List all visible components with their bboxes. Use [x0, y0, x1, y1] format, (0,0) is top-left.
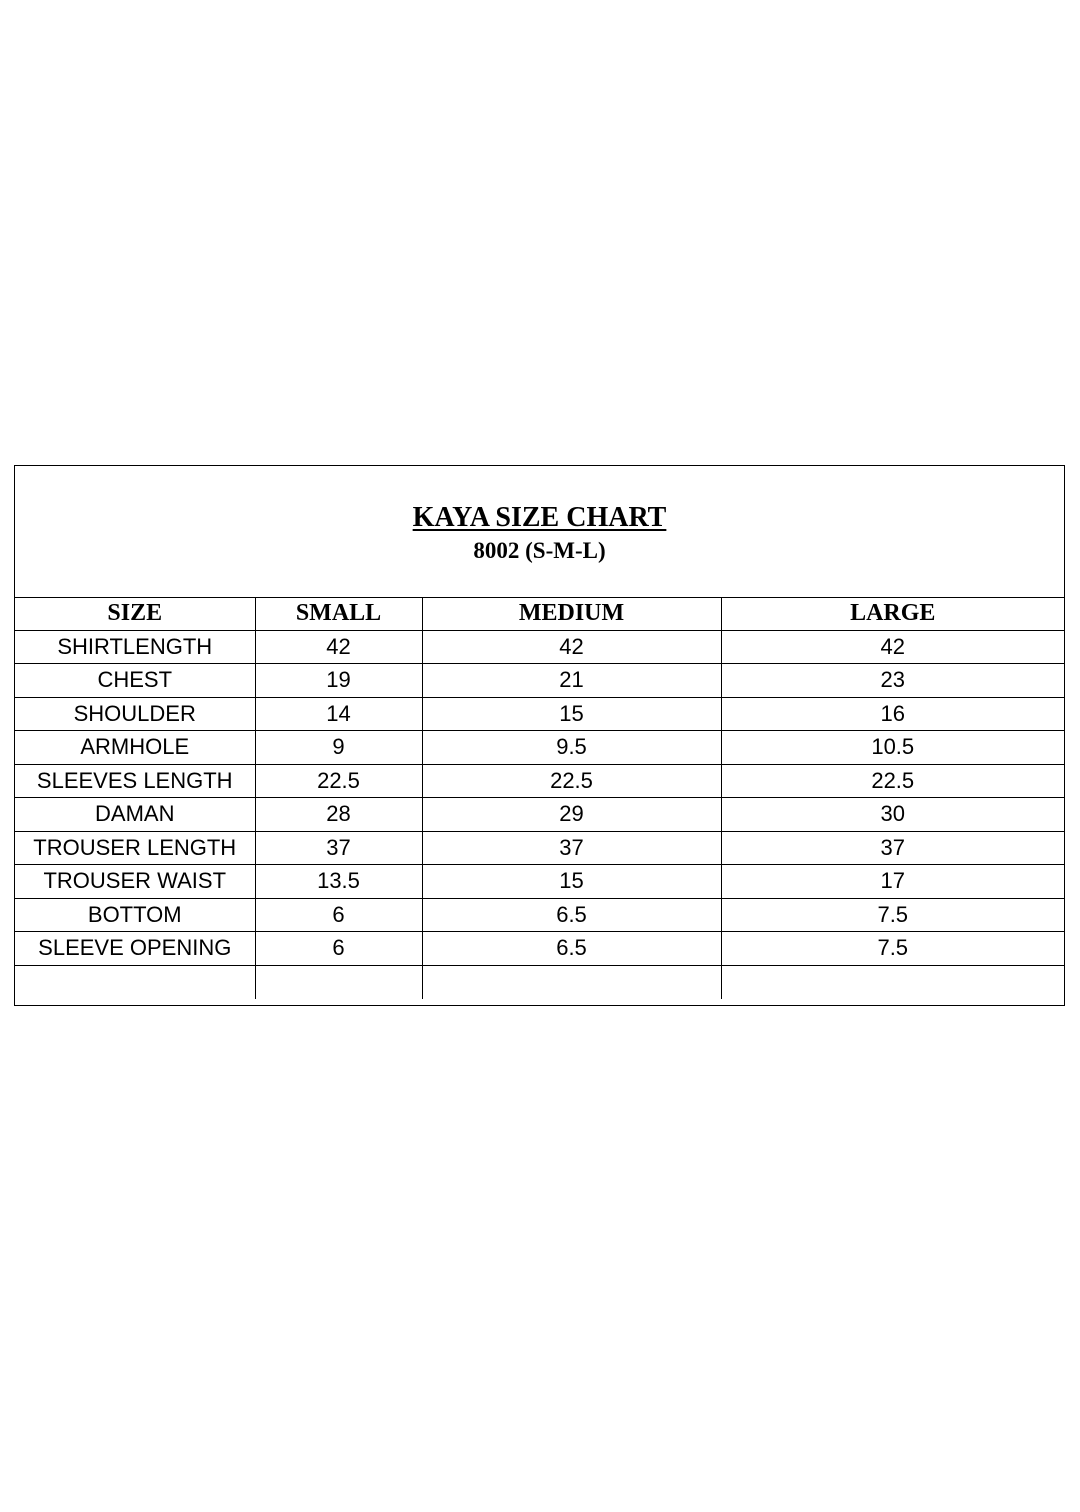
table-row: [15, 697, 1064, 731]
empty-cell: [422, 965, 721, 999]
empty-cell: [255, 965, 422, 999]
title-block: [15, 466, 1064, 598]
small-value: 6: [255, 932, 422, 966]
large-value: 7.5: [721, 898, 1064, 932]
medium-value: 15: [422, 697, 721, 731]
small-value: 14: [255, 697, 422, 731]
medium-value: 22.5: [422, 764, 721, 798]
measure-label: SHOULDER: [15, 697, 255, 731]
small-value: 9: [255, 731, 422, 765]
measure-label: BOTTOM: [15, 898, 255, 932]
large-value: 23: [721, 664, 1064, 698]
measure-label: TROUSER WAIST: [15, 865, 255, 899]
medium-value: 6.5: [422, 932, 721, 966]
table-row: [15, 831, 1064, 865]
small-value: 22.5: [255, 764, 422, 798]
large-value: 7.5: [721, 932, 1064, 966]
measure-label: TROUSER LENGTH: [15, 831, 255, 865]
empty-row: [15, 965, 1064, 999]
table-row: [15, 798, 1064, 832]
small-value: 28: [255, 798, 422, 832]
medium-value: 42: [422, 630, 721, 664]
measure-label: SLEEVE OPENING: [15, 932, 255, 966]
measure-label: ARMHOLE: [15, 731, 255, 765]
size-chart: [14, 465, 1065, 1006]
chart-title: KAYA SIZE CHART: [412, 502, 667, 533]
large-value: 42: [721, 630, 1064, 664]
header-large: LARGE: [721, 598, 1064, 630]
empty-cell: [15, 965, 255, 999]
header-size: SIZE: [15, 598, 255, 630]
medium-value: 15: [422, 865, 721, 899]
table-row: [15, 865, 1064, 899]
small-value: 13.5: [255, 865, 422, 899]
measure-label: DAMAN: [15, 798, 255, 832]
size-table: [15, 598, 1064, 999]
table-row: [15, 932, 1064, 966]
measure-label: SLEEVES LENGTH: [15, 764, 255, 798]
header-medium: MEDIUM: [422, 598, 721, 630]
large-value: 30: [721, 798, 1064, 832]
table-row: [15, 731, 1064, 765]
table-row: [15, 664, 1064, 698]
empty-cell: [721, 965, 1064, 999]
large-value: 10.5: [721, 731, 1064, 765]
header-row: [15, 598, 1064, 630]
measure-label: CHEST: [15, 664, 255, 698]
measure-label: SHIRTLENGTH: [15, 630, 255, 664]
medium-value: 37: [422, 831, 721, 865]
large-value: 22.5: [721, 764, 1064, 798]
small-value: 19: [255, 664, 422, 698]
medium-value: 6.5: [422, 898, 721, 932]
medium-value: 29: [422, 798, 721, 832]
medium-value: 9.5: [422, 731, 721, 765]
small-value: 6: [255, 898, 422, 932]
small-value: 42: [255, 630, 422, 664]
large-value: 37: [721, 831, 1064, 865]
large-value: 17: [721, 865, 1064, 899]
chart-subtitle: 8002 (S-M-L): [473, 538, 606, 563]
table-row: [15, 764, 1064, 798]
table-row: [15, 630, 1064, 664]
table-row: [15, 898, 1064, 932]
large-value: 16: [721, 697, 1064, 731]
medium-value: 21: [422, 664, 721, 698]
header-small: SMALL: [255, 598, 422, 630]
small-value: 37: [255, 831, 422, 865]
